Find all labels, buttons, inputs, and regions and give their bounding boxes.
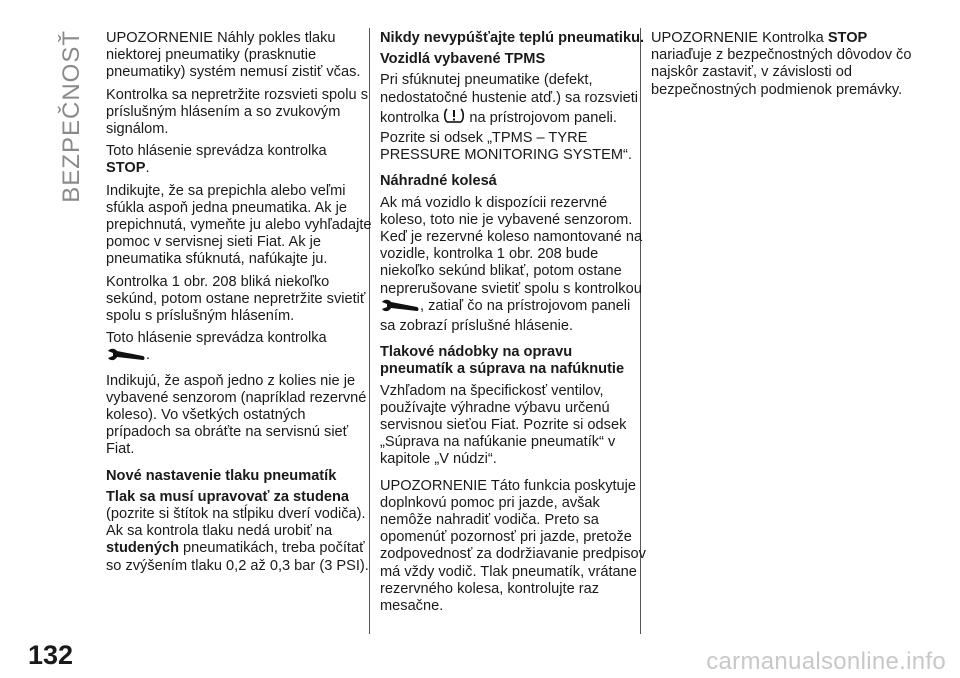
wrench-icon [106,348,146,367]
section-title: BEZPEČNOSŤ [58,30,85,203]
stop-label: STOP [827,30,868,46]
paragraph-text: Toto hlásenie sprevádza kontrolka [106,330,327,347]
paragraph: Toto hlásenie sprevádza kontrolka . [106,330,374,367]
heading: Nové nastavenie tlaku pneumatík [106,467,337,484]
column-2 [380,30,648,620]
paragraph: Pri sfúknutej pneumatike (defekt, nedostatočné hustenie atď.) sa rozsvieti kontrolka na prístrojovom paneli. Pozrite si odsek „TPMS – TYRE PRESSURE MONITORING SYSTEM“. [380,72,639,164]
warning-paragraph: UPOZORNENIE Táto funkcia poskytuje doplnkovú pomoc pri jazde, avšak nemôže nahradiť vodiča. Preto sa opomenúť pozornosť pri jazde, pretože zodpovednosť za dodržiavanie predpisov má vždy vodič. Tlak pneumatík, vrátane rezervného kolesa, kontrolujte raz mesačne. [380,477,646,615]
warning-paragraph: UPOZORNENIE Kontrolka STOP nariaďuje z bezpečnostných dôvodov čo najskôr zastaviť, v závislosti od bezpečnostných podmienok premávky. [651,30,912,98]
watermark: carmanualsonline.info [706,648,946,675]
paragraph: (pozrite si štítok na stĺpiku dverí vodiča). Ak sa kontrola tlaku nedá urobiť na studených pneumatikách, treba počítať so zvýšením tlaku 0,2 až 0,3 bar (3 PSI). [106,506,369,574]
stop-label: STOP [106,160,146,177]
subheading: Tlak sa musí upravovať za studena [106,488,350,505]
heading: Nikdy nevypúšťajte teplú pneumatiku. [380,30,645,46]
paragraph: Vzhľadom na špecifickosť ventilov, používajte výhradne výbavu určenú servisnou sieťou Fiat. Pozrite si odsek „Súprava na nafúkanie pneumatík“ v kapitole „V núdzi“. [380,382,627,468]
emphasis: studených [106,540,179,557]
column-1 [106,30,374,580]
heading: Náhradné kolesá [380,173,497,190]
paragraph: Indikujú, že aspoň jedno z kolies nie je vybavené senzorom (napríklad rezervné koleso). Vo všetkých ostatných prípadoch sa obráťte na servisnú sieť Fiat. [106,372,367,458]
warning-paragraph: UPOZORNENIE Náhly pokles tlaku niektorej pneumatiky (prasknutie pneumatiky) systém nemusí zistiť včas. [106,30,361,81]
column-3 [651,30,921,104]
paragraph: Kontrolka sa nepretržite rozsvieti spolu s príslušným hlásením a so zvukovým signálom. [106,86,368,138]
paragraph: Toto hlásenie sprevádza kontrolka STOP. [106,143,327,177]
paragraph-text: Toto hlásenie sprevádza kontrolka [106,143,327,160]
heading: Vozidlá vybavené TPMS [380,51,546,68]
wrench-icon [380,299,420,318]
tire-pressure-warning-icon [443,107,465,130]
paragraph: Indikujte, že sa prepichla alebo veľmi sfúkla aspoň jedna pneumatika. Ak je prepichnutá, vymeňte ju alebo vyhľadajte pomoc v servisnej sieti Fiat. Ak je pneumatika sfúknutá, nafúkajte ju. [106,182,372,268]
heading: Tlakové nádobky na opravu pneumatík a súprava na nafúknutie [380,344,625,378]
page-number: 132 [28,640,74,670]
paragraph: Kontrolka 1 obr. 208 bliká niekoľko sekúnd, potom ostane nepretržite svietiť spolu s príslušným hlásením. [106,273,366,325]
paragraph: Ak má vozidlo k dispozícii rezervné koleso, toto nie je vybavené senzorom. Keď je rezervné koleso namontované na vozidle, kontrolka 1 obr. 208 bude niekoľko sekúnd blikať, potom ostane neprerušovane svietiť spolu s kontrolkou , zatiaľ čo na prístrojovom paneli sa zobrazí príslušné hlásenie. [380,194,643,335]
